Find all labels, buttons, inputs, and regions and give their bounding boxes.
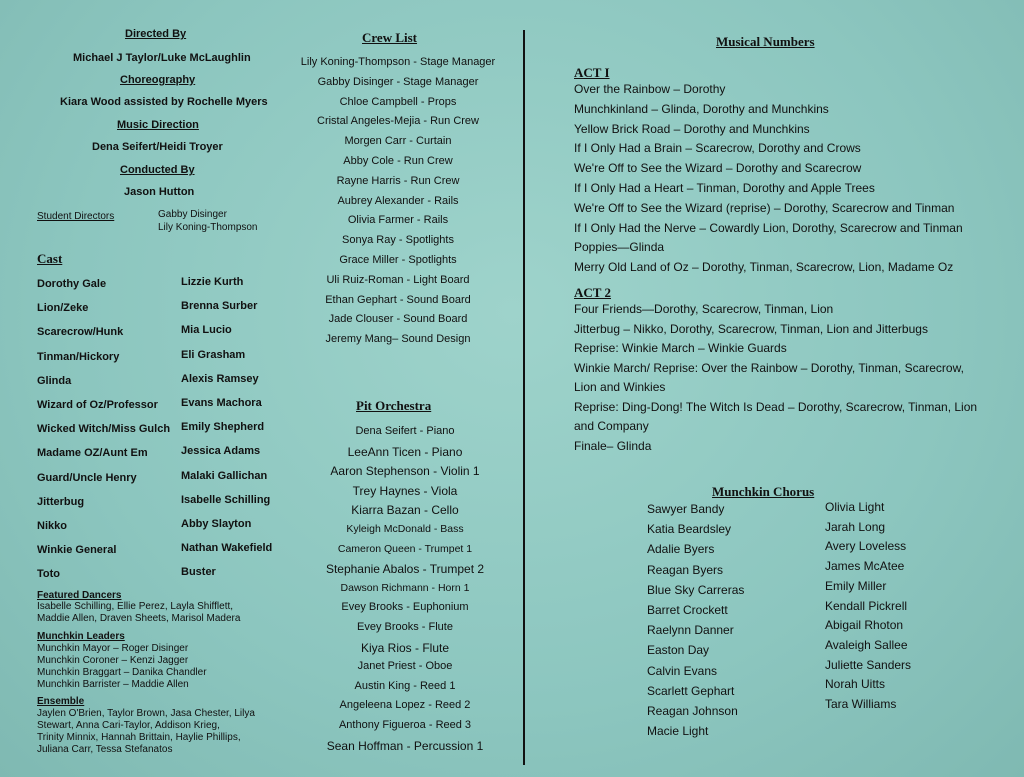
chorus-member: Katia Beardsley	[647, 522, 732, 537]
conducted-by-name: Jason Hutton	[124, 186, 195, 198]
featured-dancers-heading: Featured Dancers	[37, 590, 122, 601]
munchkin-leader: Munchkin Mayor – Roger Disinger	[37, 643, 189, 654]
cast-role: Toto	[37, 568, 61, 581]
crew-member: Chloe Campbell - Props	[339, 95, 457, 108]
pit-musician: Austin King - Reed 1	[354, 679, 456, 692]
music-direction-heading: Music Direction	[117, 119, 199, 131]
chorus-member: Juliette Sanders	[825, 657, 912, 672]
musical-number: Over the Rainbow – Dorothy	[574, 82, 726, 96]
pit-musician: Aaron Stephenson - Violin 1	[330, 464, 480, 479]
featured-dancers-line-2: Maddie Allen, Draven Sheets, Marisol Madera	[37, 613, 241, 624]
cast-role: Lion/Zeke	[37, 302, 89, 315]
musical-number: Four Friends—Dorothy, Scarecrow, Tinman, Lion	[574, 302, 834, 316]
musical-number: Yellow Brick Road – Dorothy and Munchkins	[574, 121, 810, 136]
crew-member: Abby Cole - Run Crew	[343, 155, 453, 167]
choreography-names: Kiara Wood assisted by Rochelle Myers	[60, 96, 268, 108]
chorus-member: Reagan Johnson	[647, 704, 738, 718]
musical-numbers-heading: Musical Numbers	[716, 34, 815, 49]
ensemble-heading: Ensemble	[37, 696, 85, 707]
cast-heading: Cast	[37, 251, 63, 266]
pit-musician: Kiya Rios - Flute	[360, 640, 450, 655]
crew-member: Aubrey Alexander - Rails	[337, 194, 459, 207]
chorus-member: Adalie Byers	[647, 542, 715, 557]
cast-actor: Emily Shepherd	[181, 421, 265, 434]
page-divider	[523, 30, 525, 765]
cast-actor: Eli Grasham	[181, 348, 246, 361]
cast-role: Winkie General	[37, 544, 117, 557]
featured-dancers-line-1: Isabelle Schilling, Ellie Perez, Layla Shifflett,	[37, 601, 234, 612]
musical-number: If I Only Had a Heart – Tinman, Dorothy and Apple Trees	[574, 181, 875, 195]
ensemble-line: Stewart, Anna Cari-Taylor, Addison Krieg,	[37, 720, 220, 731]
crew-member: Gabby Disinger - Stage Manager	[317, 75, 479, 88]
pit-musician: Janet Priest - Oboe	[357, 660, 453, 673]
conducted-by-heading: Conducted By	[120, 164, 195, 176]
student-director-2: Lily Koning-Thompson	[158, 222, 258, 233]
student-director-1: Gabby Disinger	[158, 209, 227, 220]
cast-actor: Nathan Wakefield	[181, 542, 273, 555]
pit-musician: Trey Haynes - Viola	[352, 483, 458, 498]
cast-role: Scarecrow/Hunk	[37, 326, 124, 339]
musical-number: Winkie March/ Reprise: Over the Rainbow – Dorothy, Tinman, Scarecrow,	[574, 360, 964, 375]
cast-actor: Mia Lucio	[181, 324, 232, 337]
crew-member: Sonya Ray - Spotlights	[342, 234, 454, 247]
munchkin-chorus-heading: Munchkin Chorus	[712, 484, 815, 499]
chorus-member: Abigail Rhoton	[825, 618, 904, 633]
cast-role: Nikko	[37, 520, 67, 532]
crew-member: Grace Miller - Spotlights	[339, 254, 457, 266]
chorus-member: James McAtee	[825, 559, 905, 574]
pit-orchestra-heading: Pit Orchestra	[356, 398, 432, 413]
cast-actor: Abby Slayton	[181, 518, 252, 530]
act-2-heading: ACT 2	[574, 285, 611, 300]
chorus-member: Avery Loveless	[825, 539, 907, 554]
pit-musician: Dena Seifert - Piano	[355, 425, 455, 437]
pit-musician: Sean Hoffman - Percussion 1	[326, 738, 484, 753]
musical-number: If I Only Had the Nerve – Cowardly Lion, Dorothy, Scarecrow and Tinman	[574, 220, 963, 235]
ensemble-line: Trinity Minnix, Hannah Brittain, Haylie Phillips,	[37, 732, 241, 743]
musical-number: If I Only Had a Brain – Scarecrow, Dorothy and Crows	[574, 141, 861, 156]
ensemble-line: Juliana Carr, Tessa Stefanatos	[37, 744, 173, 755]
ensemble-line: Jaylen O'Brien, Taylor Brown, Jasa Chester, Lilya	[37, 708, 255, 719]
musical-number: Merry Old Land of Oz – Dorothy, Tinman, Scarecrow, Lion, Madame Oz	[574, 260, 954, 275]
pit-musician: LeeAnn Ticen - Piano	[347, 444, 463, 459]
chorus-member: Barret Crockett	[647, 603, 728, 617]
chorus-member: Easton Day	[647, 643, 710, 658]
pit-musician: Stephanie Abalos - Trumpet 2	[325, 562, 485, 577]
crew-list-heading: Crew List	[362, 30, 418, 45]
cast-actor: Malaki Gallichan	[181, 469, 268, 482]
cast-actor: Jessica Adams	[181, 445, 261, 458]
cast-role: Dorothy Gale	[37, 278, 107, 290]
chorus-member: Tara Williams	[825, 697, 897, 711]
musical-number: We're Off to See the Wizard – Dorothy and Scarecrow	[574, 161, 862, 176]
cast-role: Wicked Witch/Miss Gulch	[37, 423, 171, 436]
pit-musician: Dawson Richmann - Horn 1	[340, 581, 470, 594]
crew-member: Morgen Carr - Curtain	[344, 135, 452, 148]
crew-member: Jade Clouser - Sound Board	[328, 313, 468, 326]
chorus-member: Calvin Evans	[647, 663, 718, 678]
munchkin-leader: Munchkin Barrister – Maddie Allen	[37, 679, 189, 690]
munchkin-leader: Munchkin Braggart – Danika Chandler	[37, 667, 207, 678]
chorus-member: Macie Light	[647, 724, 709, 739]
crew-member: Olivia Farmer - Rails	[347, 214, 449, 227]
pit-musician: Kyleigh McDonald - Bass	[346, 523, 464, 535]
chorus-member: Emily Miller	[825, 578, 887, 593]
cast-actor: Evans Machora	[181, 397, 262, 409]
crew-member: Jeremy Mang– Sound Design	[325, 333, 471, 346]
chorus-member: Scarlett Gephart	[647, 683, 735, 698]
act-1-heading: ACT I	[574, 65, 610, 80]
cast-role: Tinman/Hickory	[37, 350, 120, 363]
pit-musician: Angeleena Lopez - Reed 2	[339, 699, 471, 712]
cast-actor: Isabelle Schilling	[181, 493, 271, 506]
cast-actor: Lizzie Kurth	[181, 276, 244, 288]
cast-actor: Brenna Surber	[181, 300, 258, 313]
choreography-heading: Choreography	[120, 74, 196, 86]
student-directors-heading: Student Directors	[37, 211, 115, 222]
musical-number: Finale– Glinda	[574, 438, 652, 453]
cast-actor: Alexis Ramsey	[181, 372, 259, 385]
chorus-member: Olivia Light	[825, 500, 885, 514]
crew-member: Rayne Harris - Run Crew	[336, 174, 460, 187]
cast-role: Madame OZ/Aunt Em	[37, 447, 148, 460]
crew-member: Cristal Angeles-Mejia - Run Crew	[317, 115, 479, 128]
pit-musician: Cameron Queen - Trumpet 1	[337, 542, 473, 555]
cast-role: Guard/Uncle Henry	[37, 471, 137, 484]
chorus-member: Reagan Byers	[647, 562, 724, 577]
cast-role: Glinda	[37, 374, 72, 387]
chorus-member: Sawyer Bandy	[647, 502, 725, 516]
cast-role: Wizard of Oz/Professor	[37, 399, 158, 411]
musical-number: Poppies—Glinda	[574, 240, 665, 255]
crew-member: Uli Ruiz-Roman - Light Board	[326, 273, 470, 286]
crew-member: Lily Koning-Thompson - Stage Manager	[300, 56, 496, 68]
musical-number: Reprise: Ding-Dong! The Witch Is Dead – Dorothy, Scarecrow, Tinman, Lion	[574, 399, 978, 414]
crew-member: Ethan Gephart - Sound Board	[325, 293, 471, 306]
musical-number: Reprise: Winkie March – Winkie Guards	[574, 341, 787, 355]
cast-actor: Buster	[181, 566, 216, 579]
chorus-member: Kendall Pickrell	[825, 598, 908, 613]
chorus-member: Norah Uitts	[825, 677, 886, 692]
pit-musician: Anthony Figueroa - Reed 3	[338, 719, 472, 731]
pit-musician: Evey Brooks - Euphonium	[341, 601, 469, 614]
chorus-member: Jarah Long	[825, 519, 886, 534]
cast-role: Jitterbug	[37, 495, 85, 508]
chorus-member: Raelynn Danner	[647, 623, 734, 638]
directed-by-heading: Directed By	[125, 28, 187, 40]
munchkin-leaders-heading: Munchkin Leaders	[37, 631, 125, 642]
pit-musician: Evey Brooks - Flute	[357, 621, 453, 633]
musical-number: We're Off to See the Wizard (reprise) – Dorothy, Scarecrow and Tinman	[574, 200, 955, 215]
musical-number: Munchkinland – Glinda, Dorothy and Munchkins	[574, 101, 829, 116]
chorus-member: Blue Sky Carreras	[647, 582, 745, 597]
chorus-member: Avaleigh Sallee	[825, 637, 908, 652]
pit-musician: Kiarra Bazan - Cello	[351, 503, 459, 518]
munchkin-leader: Munchkin Coroner – Kenzi Jagger	[37, 655, 189, 666]
music-direction-names: Dena Seifert/Heidi Troyer	[92, 141, 223, 153]
musical-number: Jitterbug – Nikko, Dorothy, Scarecrow, Tinman, Lion and Jitterbugs	[574, 321, 928, 336]
directed-by-names: Michael J Taylor/Luke McLaughlin	[73, 52, 251, 64]
musical-number: Lion and Winkies	[574, 380, 666, 394]
musical-number: and Company	[574, 419, 649, 433]
